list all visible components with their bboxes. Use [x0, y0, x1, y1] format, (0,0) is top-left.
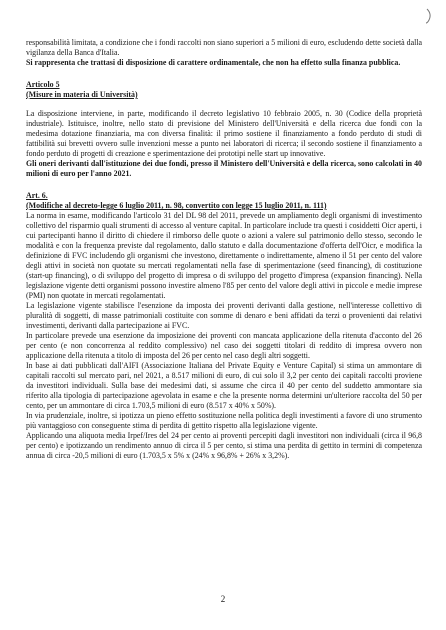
- paragraph: Applicando una aliquota media Irpef/Ires del 24 per cento ai proventi percepiti dagli investitori non individuali (circa il 96,8 per cento) e ipotizzando un rendimento annuo di circa il 5 per cento, si stima una perdita di gettito in termini di competenza annua di circa -20,5 milioni di euro (1.703,5 x 5% x (24% x 96,8% + 26% x 3,2%).: [26, 431, 422, 460]
- paragraph: In base ai dati pubblicati dall'AIFI (Associazione Italiana del Private Equity e Venture Capital) si stima un ammontare di capitali raccolti sul mercato pari, nel 2021, a 8.517 milioni di euro, di cui solo il 3,2 per cento dei capitali raccolti proviene da investitori individuali. Sulla base dei medesimi dati, si assume che circa il 40 per cento del suddetto ammontare sia riferito alla tipologia di partecipazione agevolata in esame e che la presente norma determini un'ulteriore raccolta del 50 per cento, per un ammontare di circa 1.703,5 milioni di euro (8.517 x 40% x 50%).: [26, 361, 422, 410]
- paragraph-bold: Gli oneri derivanti dall'istituzione dei due fondi, presso il Ministero dell'Università e della ricerca, sono calcolati in 40 milioni di euro per l'anno 2021.: [26, 159, 422, 178]
- paragraph: La legislazione vigente stabilisce l'esenzione da imposta dei proventi derivanti dalla gestione, nell'interesse collettivo di pluralità di soggetti, di masse patrimoniali costituite con somme di denaro e beni affidati da terzi o provenienti dai relativi investimenti, derivanti dalla partecipazione ai FVC.: [26, 301, 422, 330]
- paragraph: La norma in esame, modificando l'articolo 31 del DL 98 del 2011, prevede un ampliamento degli organismi di investimento collettivo del risparmio quali strumenti di accesso al venture capital. In particolare include tra questi i cosiddetti Oicr aperti, i cui partecipanti hanno il diritto di chiedere il rimborso delle quote o azioni a valere sul patrimonio dello stesso, secondo le modalità e con la frequenza previste dal regolamento, dallo statuto e dalla documentazione d'offerta dell'Oicr, e modifica la definizione di FVC includendo gli organismi che investono, direttamente o indirettamente, almeno il 51 per cento del valore degli attivi in società non quotate su mercati regolamentati nella fase di sperimentazione (seed financing), di costituzione (start-up financing), o di sviluppo del progetto di impresa o di sviluppo del progetto d'impresa (expansion financing). Nella legislazione vigente detti organismi possono investire almeno l'85 per cento del valore degli attivi in piccole e medie imprese (PMI) non quotate in mercati regolamentati.: [26, 211, 422, 300]
- document-body: [26, 38, 422, 461]
- paragraph: La disposizione interviene, in parte, modificando il decreto legislativo 10 febbraio 2005, n. 30 (Codice della proprietà industriale). Istituisce, inoltre, nello stato di previsione del Ministero dell'Università e della ricerca due fondi con la medesima dotazione finanziaria, ma con diversa finalità: il primo sostiene il finanziamento a fondo perduto di studi di fattibilità sui brevetti ovvero sulle invenzioni messe a punto nei laboratori di ricerca; il secondo sostiene il finanziamento a fondo perduto di progetti di creazione e sperimentazione dei prototipi nelle start up innovative.: [26, 109, 422, 158]
- section-title-article-5: Articolo 5: [26, 80, 60, 89]
- paragraph: responsabilità limitata, a condizione che i fondi raccolti non siano superiori a 5 milioni di euro, escludendo dette società dalla vigilanza della Banca d'Italia.: [26, 38, 422, 57]
- handwritten-mark: [424, 8, 434, 24]
- section-subtitle-article-5: (Misure in materia di Università): [26, 90, 138, 99]
- section-subtitle-article-6: (Modifiche al decreto-legge 6 luglio 2011, n. 98, convertito con legge 15 luglio 2011, n. 111): [26, 201, 327, 210]
- page-number: 2: [220, 594, 226, 604]
- paragraph: In via prudenziale, inoltre, si ipotizza un pieno effetto sostituzione nella politica degli investimenti a favore di uno strumento più vantaggioso con conseguente stima di perdita di gettito rispetto alla legislazione vigente.: [26, 411, 422, 430]
- section-title-article-6: Art. 6.: [26, 191, 48, 200]
- paragraph-bold: Si rappresenta che trattasi di disposizione di carattere ordinamentale, che non ha effetto sulla finanza pubblica.: [26, 58, 401, 67]
- paragraph: In particolare prevede una esenzione da imposizione dei proventi con mancata applicazione della ritenuta d'acconto del 26 per cento (e non concorrenza al reddito complessivo) nel caso dei soggetti titolari di reddito di impresa ovvero non applicazione della ritenuta a titolo di imposta del 26 per cento nel caso degli altri soggetti.: [26, 331, 422, 360]
